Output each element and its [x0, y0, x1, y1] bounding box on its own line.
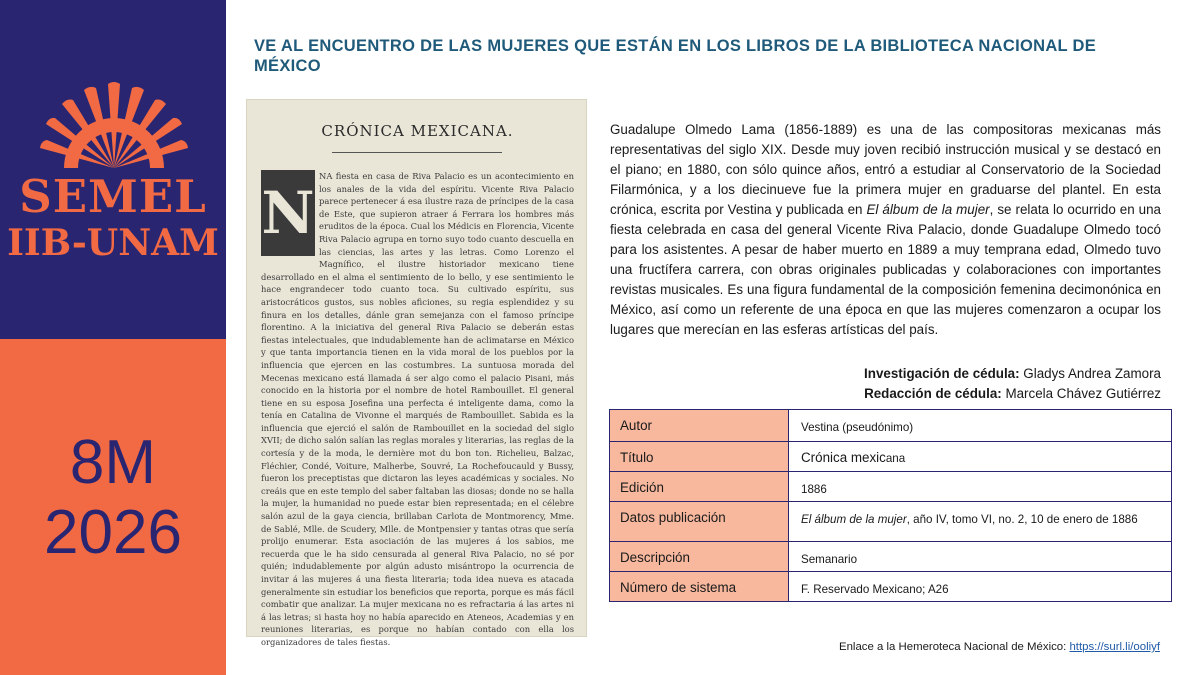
scan-divider: [332, 152, 502, 153]
table-key-sistema: Número de sistema: [610, 572, 789, 602]
table-key-edicion: Edición: [610, 472, 789, 502]
description-part-2: , se relata lo ocurrido en una fiesta celebrada en casa del general Vicente Riva Palacio, donde Guadalupe Olmedo tocó para los asistentes. A pesar de haber muerto en 1889 a muy temprana edad, Olmedo tuvo una fructífera carrera, con obras originales publicadas y colaboraciones con importantes revistas musicales. Es una figura fundamental de la composición femenina decimonónica en México, así como un referente de una época en que las mujeres comenzaron a ocupar los lugares que merecían en las esferas artísticas del país.: [610, 202, 1161, 337]
description-part-1: Guadalupe Olmedo Lama (1856-1889) es una de las compositoras mexicanas más representativas del siglo XIX. Desde muy joven recibió instrucción musical y se destacó en el piano; en 1880, con sólo quince años, entró a estudiar al Conservatorio de la Sociedad Filarmónica, y a los diecinueve fue la primera mujer en graduarse del plantel. En esta crónica, escrita por Vestina y publicada en: [610, 122, 1161, 217]
table-value-datos: [789, 502, 1172, 542]
credit-research-name: Gladys Andrea Zamora: [1019, 366, 1161, 381]
logo-text-semel: SEMEL: [19, 170, 207, 223]
table-value-sistema: F. Reservado Mexicano; A26: [789, 572, 1172, 602]
table-value-titulo-b: ana: [885, 452, 906, 465]
metadata-table: [609, 409, 1172, 602]
scanned-page-image: [246, 99, 587, 647]
table-row: [610, 472, 1172, 502]
footer-link-line: [839, 641, 1160, 653]
credit-writing: [610, 384, 1161, 404]
scan-initial-letter: N: [261, 170, 315, 256]
page-title: VE AL ENCUENTRO DE LAS MUJERES QUE ESTÁN EN LOS LIBROS DE LA BIBLIOTECA NACIONAL DE MÉXICO: [254, 37, 1097, 75]
table-key-datos: Datos publicación: [610, 502, 789, 542]
table-value-titulo: [789, 442, 1172, 472]
credit-research-label: Investigación de cédula:: [864, 366, 1020, 381]
table-key-titulo: Título: [610, 442, 789, 472]
table-row: [610, 542, 1172, 572]
table-value-descripcion: Semanario: [789, 542, 1172, 572]
sun-rays-icon: [38, 80, 190, 170]
table-row: [610, 442, 1172, 472]
table-row: [610, 410, 1172, 442]
table-value-datos-rest: , año IV, tomo VI, no. 2, 10 de enero de 1886: [906, 513, 1138, 526]
credit-research: [610, 364, 1161, 384]
table-value-titulo-a: Crónica mexic: [801, 450, 886, 465]
footer-text: Enlace a la Hemeroteca Nacional de México:: [839, 641, 1070, 653]
logo-text-iib-unam: IIB-UNAM: [7, 222, 219, 264]
table-key-autor: Autor: [610, 410, 789, 442]
credit-writing-label: Redacción de cédula:: [864, 386, 1002, 401]
table-key-descripcion: Descripción: [610, 542, 789, 572]
hemeroteca-link[interactable]: https://surl.li/ooliyf: [1069, 641, 1160, 653]
description-publication-title: El álbum de la mujer: [866, 202, 990, 217]
event-label: [0, 428, 226, 568]
table-value-datos-title: El álbum de la mujer: [801, 513, 907, 526]
table-value-edicion: 1886: [789, 472, 1172, 502]
event-year: 2026: [44, 498, 182, 567]
event-8m: 8M: [69, 428, 157, 497]
table-row: [610, 572, 1172, 602]
scan-body-text: NA fiesta en casa de Riva Palacio es un acontecimiento en los anales de la vida del espíritu. Vicente Riva Palacio parece pertenecer á esa ilustre raza de príncipes de la casa de Este, que supieron atraer á Ferrara los hombres más eruditos de la época. Cual los Médicis en Florencia, Vicente Riva Palacio agrupa en torno suyo todo cuanto descuella en las ciencias, las artes y las letras. Como Lorenzo el Magnífico, el ilustre historiador mexicano tiene desarrollado en el alma el sentimiento de lo bello, y ese sentimiento le hace engrandecer todo cuanto toca. Su cultivado espíritu, sus aristocráticos gustos, sus nobles aficiones, su regia esplendidez y su finura en los detalles, dánle gran semejanza con el famoso príncipe florentino. A la iniciativa del general Riva Palacio se deberán estas fiestas intelectuales, que indudablemente han de aclimatarse en México y que tanta importancia tienen en la vida moral de los pueblos por la influencia que ejercen en las costumbres. La suntuosa morada del Mecenas mexicano está llamada á ser algo como el palacio Pisani, más conocido en la historia por el nombre de hotel Rambouillet. El general tiene en su esposa Josefina una perfecta é inteligente dama, como la tenía en Catalina de Vivonne el marqués de Rambouillet. Sabida es la influencia que ejerció el salón de Rambouillet en la sociedad del siglo XVII; de dicho salón salían las reglas morales y literarias, las reglas de la cortesía y de la moda, le dernière mot du bon ton. Richelieu, Balzac, Fléchier, Condé, Voiture, Malherbe, Souvré, La Rochefoucauld y Bussy, fueron los preceptistas que dictaron las leyes académicas y sociales. No creáis que en este templo del saber faltaban las diosas; donde no se halla la mujer, la humanidad no puede estar bien representada; en el célebre salón azul de la gaya ciencia, brillaban Carlota de Montmorency, Mme. de Sablé, Mlle. de Scudery, Mlle. de Montpensier y tantas otras que sería prolijo enumerar. Esta asociación de las mujeres á los sabios, me recuerda que le ha sido censurada al general Riva Palacio, no sé por quién; indudablemente por algún adusto misántropo la ocurrencia de invitar á las mujeres á una fiesta literaria; toda idea nueva es atacada generalmente sin estudiar los beneficios que reporta, porque es más fácil combatir que analizar. La mujer mexicana no es refractaria á las artes ni á las letras; si hasta hoy no había aparecido en Ateneos, Academias y en reuniones literarias, es porque no habían contado con ella los organizadores de tales fiestas.: [261, 171, 574, 647]
scan-title: CRÓNICA MEXICANA.: [321, 122, 514, 140]
table-value-autor: Vestina (pseudónimo): [789, 410, 1172, 442]
credit-writing-name: Marcela Chávez Gutiérrez: [1001, 386, 1161, 401]
table-row: [610, 502, 1172, 542]
semel-logo: [0, 0, 226, 339]
description-paragraph: [610, 120, 1161, 340]
